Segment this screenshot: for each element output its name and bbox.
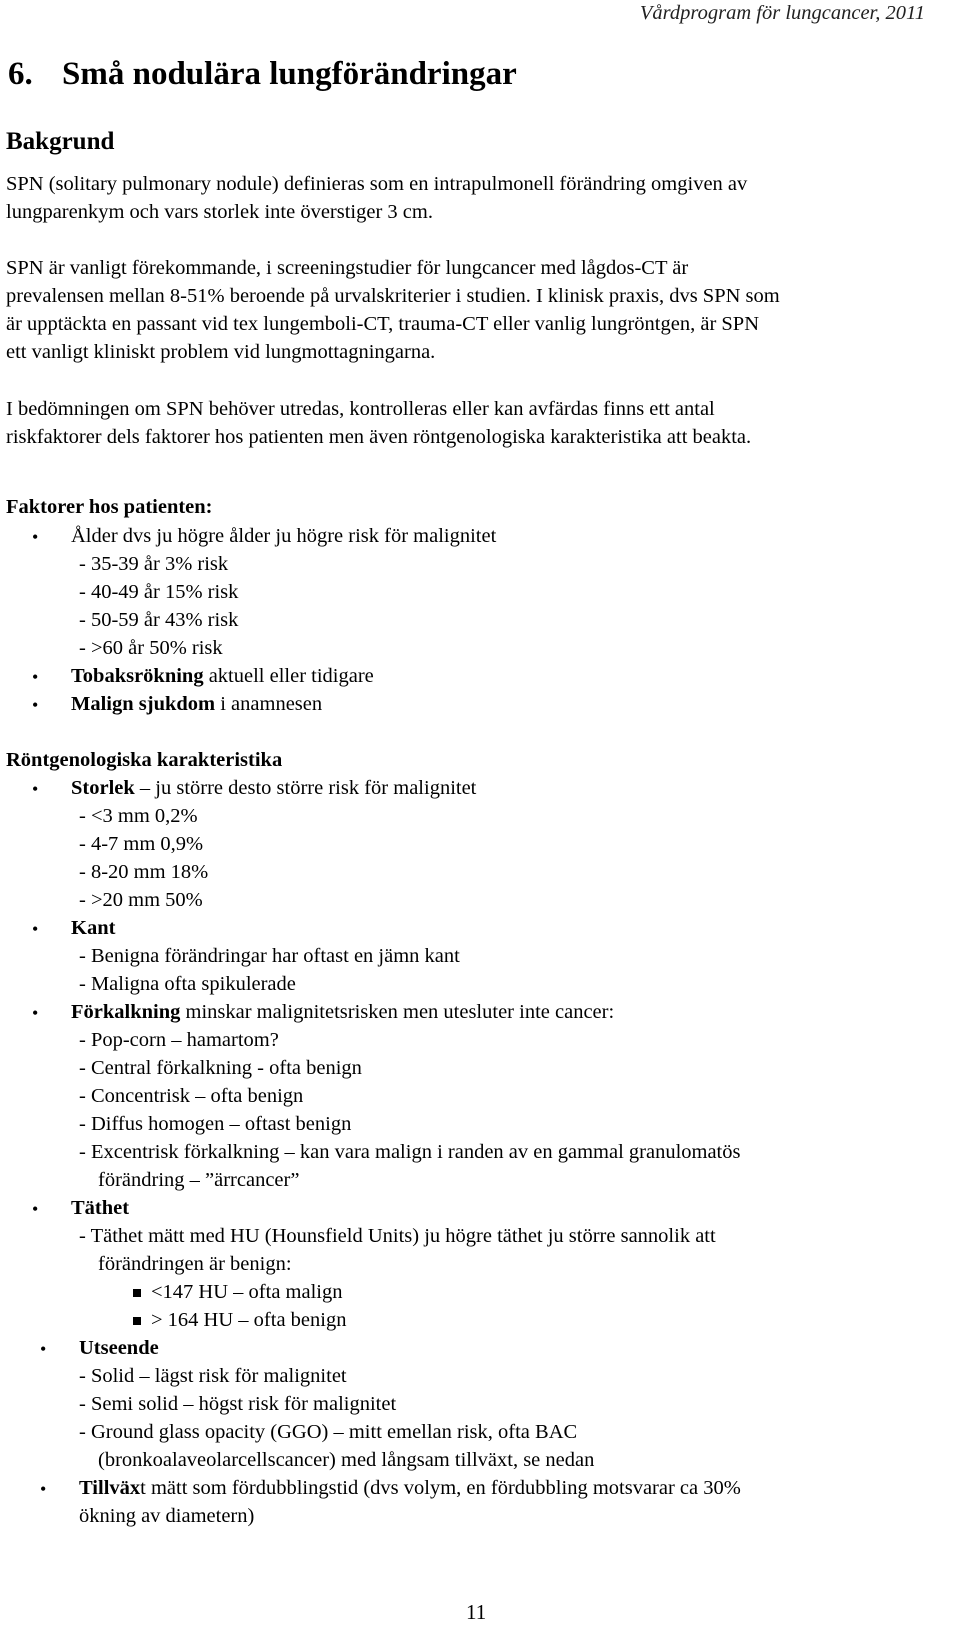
edge-label: Kant <box>71 917 116 939</box>
bullet: • <box>32 667 39 687</box>
size-label: Storlek <box>71 777 135 799</box>
size-text: – ju större desto större risk för malignitet <box>134 777 477 799</box>
density-subitem <box>133 1306 346 1335</box>
malign-label: Malign sjukdom <box>71 693 216 715</box>
malign-text: i anamnesen <box>215 693 323 715</box>
size-characteristic <box>71 774 476 803</box>
bullet: • <box>32 695 39 715</box>
title-number: 6. <box>8 56 33 92</box>
paragraph-line: ett vanligt kliniskt problem vid lungmottagningarna. <box>6 341 436 363</box>
appearance-item: - Semi solid – högst risk för malignitet <box>79 1393 397 1415</box>
density-subitem <box>133 1278 342 1307</box>
radiology-heading: Röntgenologiska karakteristika <box>6 749 283 771</box>
bullet: • <box>32 1199 39 1219</box>
age-item: - 50-59 år 43% risk <box>79 609 239 631</box>
paragraph-line: lungparenkym och vars storlek inte överstiger 3 cm. <box>6 201 433 223</box>
calcification-characteristic <box>71 998 614 1027</box>
bullet: • <box>40 1339 47 1359</box>
edge-item: - Benigna förändringar har oftast en jämn kant <box>79 945 460 967</box>
malign-factor <box>71 690 322 719</box>
bullet: • <box>32 919 39 939</box>
age-item: - >60 år 50% risk <box>79 637 223 659</box>
size-item: - 4-7 mm 0,9% <box>79 833 204 855</box>
calcification-label: Förkalkning <box>71 1001 181 1023</box>
running-header: Vårdprogram för lungcancer, 2011 <box>639 2 925 24</box>
growth-text: t mätt som fördubblingstid (dvs volym, en fördubbling motsvarar ca 30% <box>140 1477 741 1499</box>
paragraph-line: prevalensen mellan 8-51% beroende på urvalskriterier i studien. I klinisk praxis, dvs SPN som <box>6 285 780 307</box>
density-subitem-text: <147 HU – ofta malign <box>151 1281 343 1303</box>
square-bullet-icon <box>133 1289 141 1297</box>
age-item: - 35-39 år 3% risk <box>79 553 229 575</box>
size-item: - <3 mm 0,2% <box>79 805 198 827</box>
growth-characteristic <box>79 1474 741 1503</box>
paragraph-line: SPN (solitary pulmonary nodule) definieras som en intrapulmonell förändring omgiven av <box>6 173 748 195</box>
paragraph-line: I bedömningen om SPN behöver utredas, kontrolleras eller kan avfärdas finns ett antal <box>6 398 715 420</box>
paragraph-line: riskfaktorer dels faktorer hos patienten men även röntgenologiska karakteristika att beakta. <box>6 426 752 448</box>
calcification-text: minskar malignitetsrisken men utesluter inte cancer: <box>180 1001 615 1023</box>
calcification-item: - Excentrisk förkalkning – kan vara malign i randen av en gammal granulomatös <box>79 1141 741 1163</box>
calcification-item: - Diffus homogen – oftast benign <box>79 1113 352 1135</box>
smoking-factor <box>71 662 374 691</box>
page-title <box>8 56 517 93</box>
patient-factors-heading: Faktorer hos patienten: <box>6 496 213 518</box>
title-text: Små nodulära lungförändringar <box>62 56 517 92</box>
density-label: Täthet <box>71 1197 130 1219</box>
smoking-text: aktuell eller tidigare <box>203 665 374 687</box>
appearance-item: - Ground glass opacity (GGO) – mitt emellan risk, ofta BAC <box>79 1421 578 1443</box>
edge-item: - Maligna ofta spikulerade <box>79 973 296 995</box>
calcification-item: - Central förkalkning - ofta benign <box>79 1057 362 1079</box>
smoking-label: Tobaksrökning <box>71 665 204 687</box>
size-item: - >20 mm 50% <box>79 889 203 911</box>
growth-label: Tillväx <box>79 1477 141 1499</box>
appearance-label: Utseende <box>79 1337 159 1359</box>
age-item: - 40-49 år 15% risk <box>79 581 239 603</box>
calcification-item: - Pop-corn – hamartom? <box>79 1029 279 1051</box>
paragraph-line: SPN är vanligt förekommande, i screeningstudier för lungcancer med lågdos-CT är <box>6 257 689 279</box>
calcification-item: - Concentrisk – ofta benign <box>79 1085 304 1107</box>
age-factor: Ålder dvs ju högre ålder ju högre risk för malignitet <box>71 525 497 547</box>
square-bullet-icon <box>133 1317 141 1325</box>
appearance-item: - Solid – lägst risk för malignitet <box>79 1365 347 1387</box>
size-item: - 8-20 mm 18% <box>79 861 209 883</box>
density-item-cont: förändringen är benign: <box>98 1253 292 1275</box>
section-heading: Bakgrund <box>6 128 115 155</box>
page-number: 11 <box>466 1600 487 1624</box>
growth-text-cont: ökning av diametern) <box>79 1505 255 1527</box>
density-subitem-text: > 164 HU – ofta benign <box>151 1309 347 1331</box>
bullet: • <box>32 527 39 547</box>
paragraph-line: är upptäckta en passant vid tex lungemboli-CT, trauma-CT eller vanlig lungröntgen, är SPN <box>6 313 760 335</box>
bullet: • <box>32 1003 39 1023</box>
bullet: • <box>40 1479 47 1499</box>
density-item: - Täthet mätt med HU (Hounsfield Units) ju högre täthet ju större sannolik att <box>79 1225 716 1247</box>
calcification-item-cont: förändring – ”ärrcancer” <box>98 1169 300 1191</box>
appearance-item-cont: (bronkoalaveolarcellscancer) med långsam tillväxt, se nedan <box>98 1449 595 1471</box>
bullet: • <box>32 779 39 799</box>
